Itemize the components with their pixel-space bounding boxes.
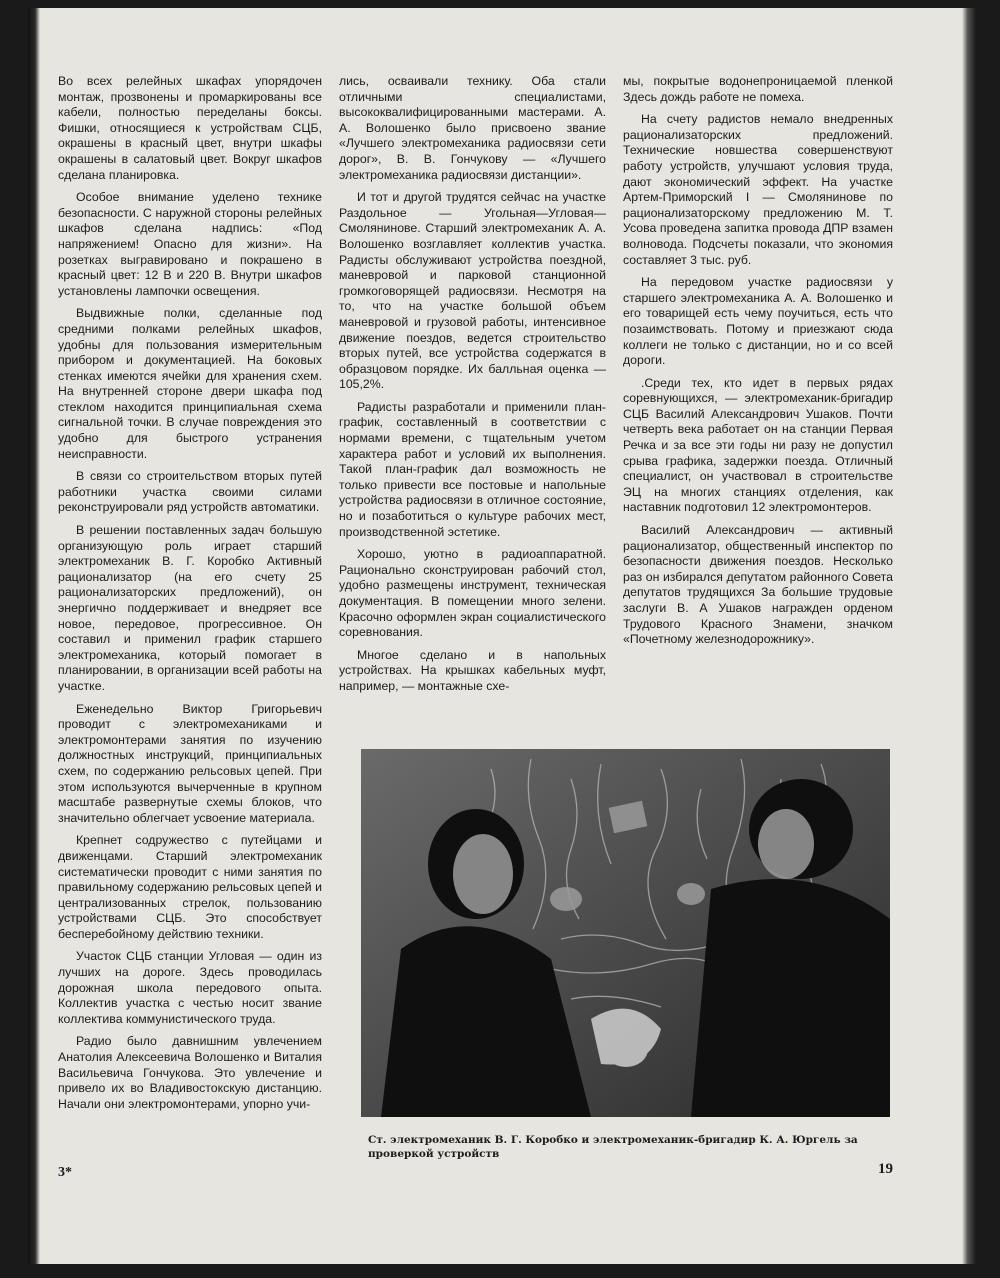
paragraph: В связи со строительством вторых путей работники участка своими силами реконструировали ряд устройств автоматики. <box>58 469 322 515</box>
paragraph: Крепнет содружество с путейцами и движенцами. Старший электромеханик систематически проводит с ними занятия по правильному содержанию рельсовых цепей и централизованных стрелок, пользованию устройствами СЦБ. Это способствует бесперебойному действию техники. <box>58 833 322 941</box>
paragraph: Участок СЦБ станции Угловая — один из лучших на дороге. Здесь проводилась дорожная школа передового опыта. Коллектив участка с честью носит звание коллектива коммунистического труда. <box>58 949 322 1026</box>
signature-mark: 3* <box>58 1165 72 1180</box>
text-column-3 <box>623 74 893 655</box>
paragraph: Василий Александрович — активный рационализатор, общественный инспектор по безопасности движения поездов. Несколько раз он избирался депутатом районного Совета депутатов трудящихся За большие трудовые заслуги В. А Ушаков награжден орденом Трудового Красного Знамени, значком «Почетному железнодорожнику». <box>623 523 893 647</box>
paragraph: Многое сделано и в напольных устройствах. На крышках кабельных муфт, например, — монтажные схе- <box>339 647 606 693</box>
paragraph: мы, покрытые водонепроницаемой пленкой Здесь дождь работе не помеха. <box>623 74 893 104</box>
paragraph: лись, осваивали технику. Оба стали отличными специалистами, высококвалифицированными мастерами. А. А. Волошенко было присвоено звание «Лучшего электромеханика радиосвязи сети дорог», В. В. Гончукову — «Лучшего электромеханика радиосвязи дистанции». <box>339 74 606 182</box>
paragraph: Радио было давнишним увлечением Анатолия Алексеевича Волошенко и Виталия Васильевича Гончукова. Это увлечение и привело их во Владивостокскую дистанцию. Начали они электромонтерами, упорно учи- <box>58 1034 322 1111</box>
text-column-2 <box>339 74 606 702</box>
workers-photo <box>361 749 890 1117</box>
magazine-page <box>28 8 976 1264</box>
page-number: 19 <box>878 1161 893 1177</box>
paragraph: Во всех релейных шкафах упорядочен монтаж, прозвонены и промаркированы все кабели, полностью переделаны боксы. Фишки, относящиеся к устройствам СЦБ, окрашены в красный цвет, внутри шкафы окрашены в салатовый цвет. Вокруг шкафов сделана планировка. <box>58 74 322 182</box>
paragraph: И тот и другой трудятся сейчас на участке Раздольное — Угольная—Угловая—Смолянинове. Старший электромеханик А. А. Волошенко возглавляет коллектив участка. Радисты обслуживают устройства поездной, маневровой и парковой станционной громкоговорящей радиосвязи. Несмотря на то, что на участке большой объем маневровой и грузовой работы, интенсивное движение поездов, ведется строительство вторых путей, все устройства содержатся в образцовом порядке. Их балльная оценка — 105,2%. <box>339 190 606 392</box>
paragraph: .Среди тех, кто идет в первых рядах соревнующихся, — электромеханик-бригадир СЦБ Василий Александрович Ушаков. Почти четверть века работает он на станции Первая Речка и за все эти годы ни разу не допустил срыва графика, задержки поезда. Отличный специалист, он участвовал в строительстве ЭЦ на многих станциях отделения, как наставник подготовил 12 электромонтеров. <box>623 375 893 515</box>
paragraph: Особое внимание уделено технике безопасности. С наружной стороны релейных шкафов сделана надпись: «Под напряжением! Опасно для жизни». На розетках выгравировано и покрашено в красный цвет: 12 В и 220 В. Внутри шкафов установлены лампочки освещения. <box>58 190 322 298</box>
paragraph: Еженедельно Виктор Григорьевич проводит с электромеханиками и электромонтерами занятия по изучению должностных инструкций, принципиальных схем, по содержанию рельсовых цепей. При этом используются вычерченные в крупном масштабе развернутые схемы блоков, что значительно облегчает усвоение материала. <box>58 701 322 825</box>
paragraph: В решении поставленных задач большую организующую роль играет старший электромеханик В. Г. Коробко Активный рационализатор (на его счету 25 рационализаторских предложений), он энергично поддерживает и внедряет все новое, передовое, прогрессивное. Он составил и применил график старшего электромеханика, который помогает в планировании, в организации всей работы на участке. <box>58 523 322 693</box>
paragraph: Выдвижные полки, сделанные под средними полками релейных шкафов, удобны для пользования измерительным прибором и документацией. На боковых стенках имеются ячейки для хранения схем. На внутренней стороне двери шкафа под стеклом находится принципиальная схема сигнальной точки. В случае повреждения это удобно для быстрого устранения неисправности. <box>58 306 322 461</box>
paragraph: На передовом участке радиосвязи у старшего электромеханика А. А. Волошенко и его товарищей есть чему поучиться, есть что позаимствовать. Потому и приезжают сюда коллеги не только с дистанции, но и со всей дороги. <box>623 275 893 368</box>
paragraph: Радисты разработали и применили план-график, составленный в соответствии с нормами времени, с тщательным учетом характера работ и условий их выполнения. Такой план-график дал возможность не только привести все постовые и напольные устройства радиосвязи в отличное состояние, но и позаботиться о культуре рабочих мест, производственной эстетике. <box>339 399 606 539</box>
text-column-1 <box>58 74 322 1119</box>
paragraph: Хорошо, уютно в радиоаппаратной. Рационально сконструирован рабочий стол, удобно размещены инструмент, техническая документация. В помещении много зелени. Красочно оформлен экран социалистического соревнования. <box>339 547 606 640</box>
binding-shadow <box>28 8 40 1264</box>
photo-illustration <box>361 749 890 1117</box>
photo-caption: Ст. электромеханик В. Г. Коробко и электромеханик-бригадир К. А. Юргель за проверкой устройств <box>368 1134 858 1160</box>
paragraph: На счету радистов немало внедренных рационализаторских предложений. Технические новшества совершенствуют работу устройств, улучшают условия труда, дают экономический эффект. На участке Артем-Приморский I — Смолянинове по рационализаторскому предложению М. Т. Усова проведена запитка провода ДПР взамен волновода. Подсчеты показали, что экономия составляет 3 тыс. руб. <box>623 112 893 267</box>
page-edge-shadow <box>962 8 976 1264</box>
